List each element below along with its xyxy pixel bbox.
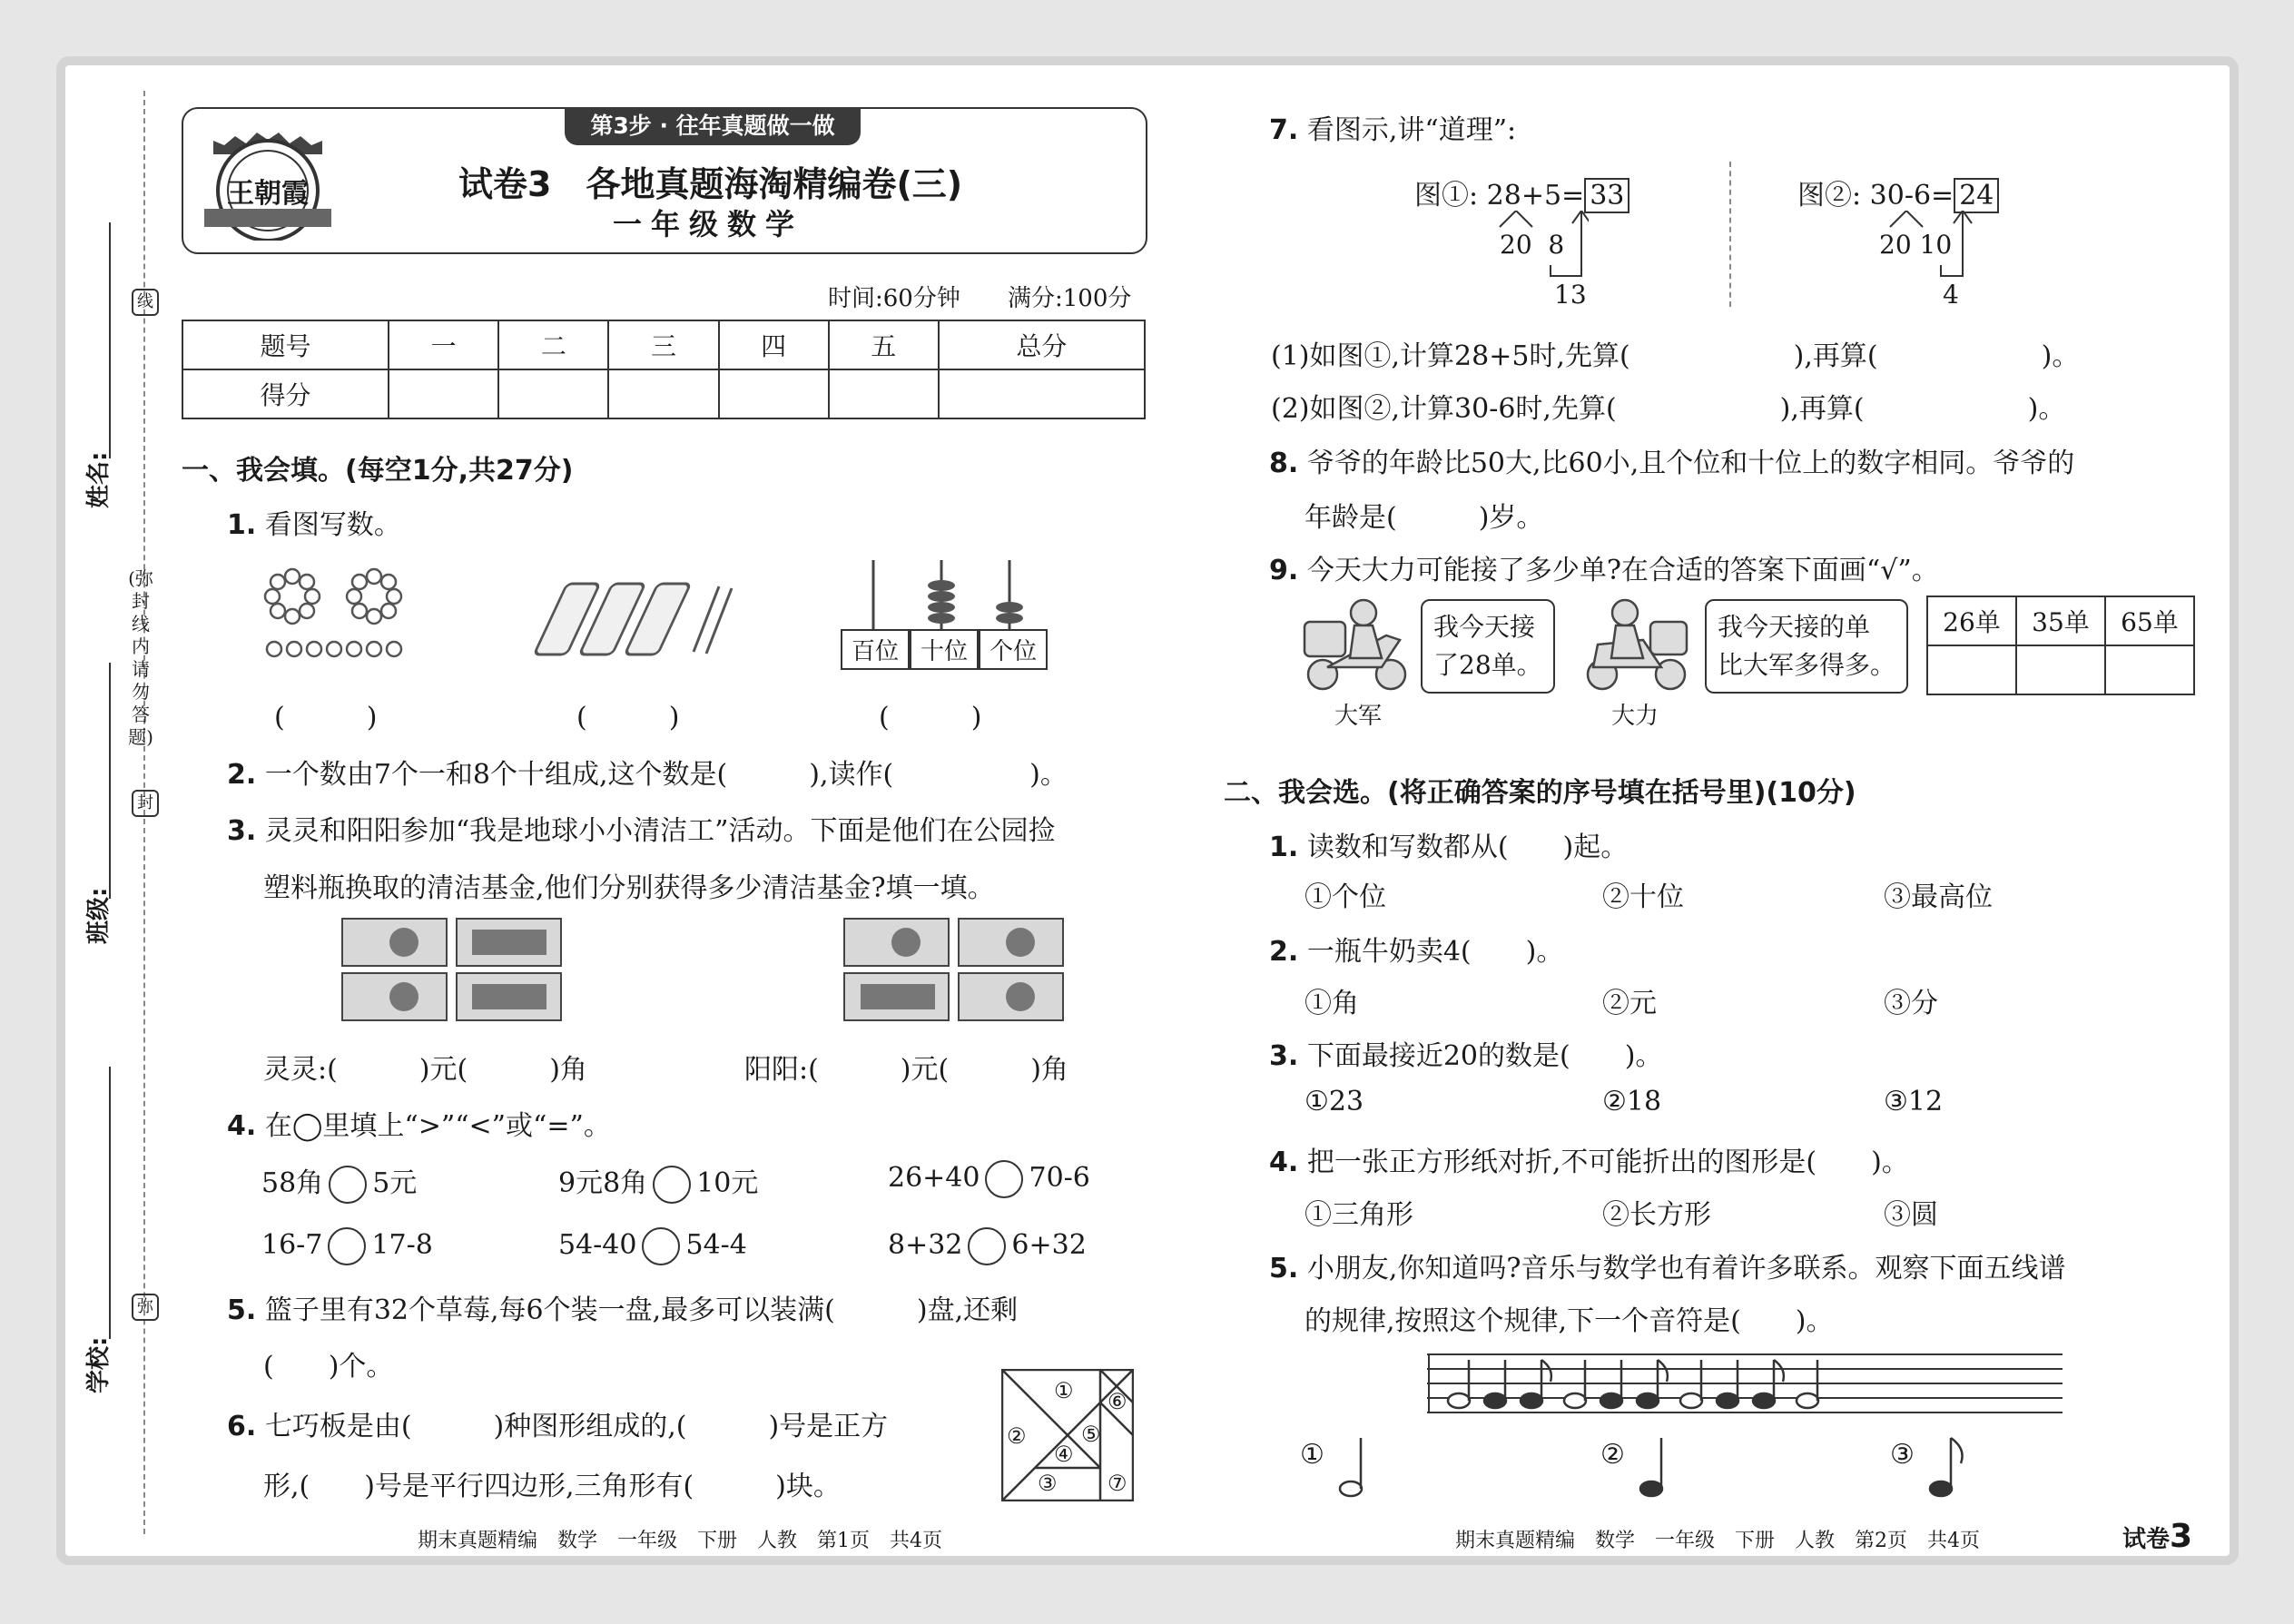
q2-1-opt3: ③最高位 [1884,881,1993,913]
dajun-speech-bubble: 我今天接 了28单。 [1421,599,1555,694]
score-cell[interactable] [389,369,498,418]
q2-3-opt2: ②18 [1602,1086,1662,1117]
footer-right: 期末真题精编 数学 一年级 下册 人教 第2页 共4页 [1455,1530,1980,1552]
option-label: 65单 [2105,596,2194,645]
figure-divider [1729,162,1731,307]
q2-2: 2. 一瓶牛奶卖4( )。 [1269,936,1564,968]
music-staff-image [1427,1351,2063,1427]
compare-item: 9元8角 10元 [558,1160,758,1204]
q1-7: 7. 看图示,讲“道理”: [1269,114,1517,146]
section-2-title: 二、我会选。(将正确答案的序号填在括号里)(10分) [1224,777,1856,809]
name-label: 姓名: [85,451,113,508]
q1-9: 9. 今天大力可能接了多少单?在合适的答案下面画“√”。 [1269,555,1939,586]
score-header: 四 [719,320,829,369]
dali-speech-bubble: 我今天接的单 比大军多得多。 [1705,599,1908,694]
q1-6-line2: 形,( )号是平行四边形,三角形有( )块。 [263,1471,841,1502]
tag-xian: 线 [132,289,159,316]
q1-5-line1: 5. 篮子里有32个草莓,每6个装一盘,最多可以装满( )盘,还剩 [227,1294,1019,1326]
name-field[interactable] [109,222,111,458]
compare-item: 8+32 6+32 [888,1227,1087,1265]
check-cell[interactable] [2105,645,2194,694]
page-title: 试卷3 各地真题海淘精编卷(三) [458,164,963,204]
scooter-rider-dajun-image [1300,595,1413,698]
class-field[interactable] [109,663,111,899]
figure-2-lines [1879,211,1979,314]
q1-blank-1[interactable]: ( ) [274,702,378,733]
q2-3-opt3: ③12 [1884,1086,1944,1117]
score-table [182,320,1146,419]
counting-circles-image [256,567,410,671]
score-cell[interactable] [829,369,939,418]
tag-mi: 弥 [132,1294,159,1321]
q1-3-answer-yangyang[interactable]: 阳阳:( )元( )角 [744,1054,1068,1086]
q1-3-answer-lingling[interactable]: 灵灵:( )元( )角 [263,1054,587,1086]
figure-1: 图①: 28+5= 33 [1414,172,1629,213]
quarter-note-icon [1637,1436,1673,1503]
compare-circle[interactable] [985,1160,1023,1198]
time-label: 时间:60分钟 [828,285,960,312]
paper-tag: 试卷3 [2122,1518,2193,1555]
option-label: 35单 [2016,596,2105,645]
q1-2: 2. 一个数由7个一和8个十组成,这个数是( ),读作( )。 [227,759,1068,791]
warning-text: (弥封线内请勿答题) [128,567,153,748]
q2-1: 1. 读数和写数都从( )起。 [1269,832,1629,863]
figure-2-split: 20 10 [1879,230,1953,260]
full-score-label: 满分:100分 [1008,285,1132,312]
eighth-note-icon [1926,1436,1972,1503]
score-header: 三 [608,320,718,369]
figure-2: 图②: 30-6= 24 [1797,172,1999,213]
q2-5-line1: 5. 小朋友,你知道吗?音乐与数学也有着许多联系。观察下面五线谱 [1269,1253,2066,1284]
check-cell[interactable] [1927,645,2016,694]
q2-5-opt3: ③ [1890,1439,1915,1471]
q2-3: 3. 下面最接近20的数是( )。 [1269,1040,1663,1072]
compare-circle[interactable] [328,1227,366,1265]
class-label: 班级: [85,887,113,944]
check-cell[interactable] [2016,645,2105,694]
q2-1-opt2: ②十位 [1602,881,1684,913]
compare-circle[interactable] [642,1227,680,1265]
q2-5-opt2: ② [1600,1439,1625,1471]
q1-1: 1. 看图写数。 [227,509,401,541]
figure-1-split: 20 8 [1500,230,1565,260]
score-cell[interactable] [498,369,608,418]
q1-blank-2[interactable]: ( ) [576,702,680,733]
q1-8-line2: 年龄是( )岁。 [1305,502,1544,534]
compare-circle[interactable] [653,1166,691,1204]
q2-5-line2: 的规律,按照这个规律,下一个音符是( )。 [1305,1305,1834,1337]
score-header: 五 [829,320,939,369]
abacus-labels: 百位 十位 个位 [841,629,1048,670]
q2-4-opt2: ②长方形 [1602,1199,1711,1231]
q1-5-line2: ( )个。 [263,1351,394,1383]
q1-6-line1: 6. 七巧板是由( )种图形组成的,( )号是正方 [227,1411,889,1442]
score-cell[interactable] [608,369,718,418]
q2-5-opt1: ① [1300,1439,1324,1471]
yangyang-money-image [842,917,1069,1028]
figure-1-sum: 13 [1554,280,1587,310]
q1-4: 4. 在◯里填上“>”“<”或“=”。 [227,1110,611,1142]
score-header: 题号 [182,320,389,369]
q1-3-line2: 塑料瓶换取的清洁基金,他们分别获得多少清洁基金?填一填。 [263,872,995,904]
q2-2-opt2: ②元 [1602,988,1657,1019]
dali-label: 大力 [1611,703,1659,730]
school-field[interactable] [109,1067,111,1339]
q2-2-opt3: ③分 [1884,988,1938,1019]
answer-options-table [1926,595,2195,695]
score-row-label: 得分 [182,369,389,418]
half-note-icon [1336,1436,1373,1503]
q2-3-opt1: ①23 [1305,1086,1364,1117]
figure-2-sum: 4 [1943,280,1959,310]
section-1-title: 一、我会填。(每空1分,共27分) [182,455,574,487]
compare-item: 58角 5元 [261,1160,417,1204]
score-cell[interactable] [939,369,1145,418]
compare-circle[interactable] [968,1227,1006,1265]
dajun-label: 大军 [1334,703,1383,730]
step-badge: 第3步 · 往年真题做一做 [565,107,861,145]
q1-blank-3[interactable]: ( ) [879,702,982,733]
logo [195,118,340,241]
q2-4-opt1: ①三角形 [1305,1199,1413,1231]
tangram-image: ① ② ③ ④ ⑤ ⑥ ⑦ [1001,1369,1134,1501]
q1-8-line1: 8. 爷爷的年龄比50大,比60小,且个位和十位上的数字相同。爷爷的 [1269,448,2075,479]
q1-3-line1: 3. 灵灵和阳阳参加“我是地球小小清洁工”活动。下面是他们在公园捡 [227,815,1056,847]
q2-1-opt1: ①个位 [1305,881,1386,913]
score-header: 二 [498,320,608,369]
footer-left: 期末真题精编 数学 一年级 下册 人教 第1页 共4页 [418,1530,942,1552]
score-header: 一 [389,320,498,369]
q1-7-sub1: (1)如图①,计算28+5时,先算( ),再算( )。 [1271,340,2080,372]
score-header: 总分 [939,320,1145,369]
scooter-rider-dali-image [1580,595,1693,698]
compare-circle[interactable] [329,1166,367,1204]
page-subtitle: 一年级数学 [613,207,804,241]
q2-4: 4. 把一张正方形纸对折,不可能折出的图形是( )。 [1269,1147,1909,1178]
q2-4-opt3: ③圆 [1884,1199,1938,1231]
school-label: 学校: [85,1336,113,1393]
q2-2-opt1: ①角 [1305,988,1359,1019]
compare-item: 26+40 70-6 [888,1160,1090,1198]
logo-text: 王朝霞 [227,178,309,210]
score-cell[interactable] [719,369,829,418]
compare-item: 54-40 54-4 [558,1227,747,1265]
option-label: 26单 [1927,596,2016,645]
lingling-money-image [340,917,567,1028]
sticks-bundle-image [528,579,737,664]
tag-feng: 封 [132,790,159,817]
compare-item: 16-7 17-8 [261,1227,433,1265]
q1-7-sub2: (2)如图②,计算30-6时,先算( ),再算( )。 [1271,393,2066,425]
